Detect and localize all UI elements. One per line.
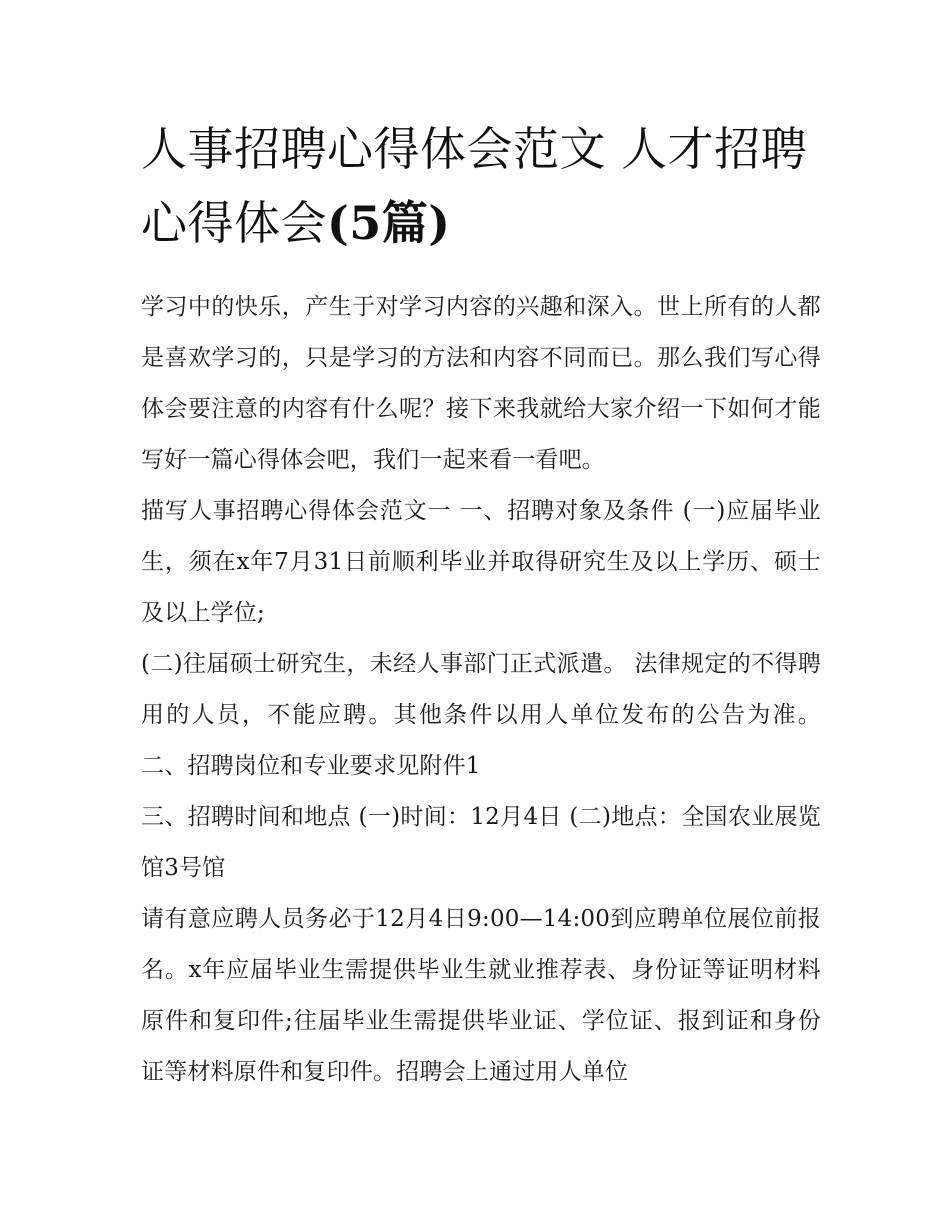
paragraph-registration: 请有意应聘人员务必于12月4日9:00—14:00到应聘单位展位前报名。x年应届毕业生需提供毕业生就业推荐表、身份证等证明材料原件和复印件;往届毕业生需提供毕业证、学位证、报到证和身份证等材料原件和复印件。招聘会上通过用人单位 <box>141 906 821 1085</box>
paragraph-previous-graduates: (二)往届硕士研究生，未经人事部门正式派遣。 法律规定的不得聘用的人员，不能应聘。其他条件以用人单位发布的公告为准。 二、招聘岗位和专业要求见附件1 <box>141 651 821 779</box>
paragraph-recruit-target: 描写人事招聘心得体会范文一 一、招聘对象及条件 (一)应届毕业生，须在x年7月31日前顺利毕业并取得研究生及以上学历、硕士及以上学位; <box>141 498 821 626</box>
paragraph-intro: 学习中的快乐，产生于对学习内容的兴趣和深入。世上所有的人都是喜欢学习的，只是学习的方法和内容不同而已。那么我们写心得体会要注意的内容有什么呢？接下来我就给大家介绍一下如何才能写好一篇心得体会吧，我们一起来看一看吧。 <box>141 294 821 473</box>
paragraph-time-location: 三、招聘时间和地点 (一)时间：12月4日 (二)地点：全国农业展览馆3号馆 <box>141 804 821 881</box>
title-count: (5篇) <box>327 196 451 250</box>
document-title: 人事招聘心得体会范文 人才招聘心得体会(5篇) <box>141 122 808 250</box>
document-page <box>141 112 821 1098</box>
document-body <box>141 282 821 1098</box>
